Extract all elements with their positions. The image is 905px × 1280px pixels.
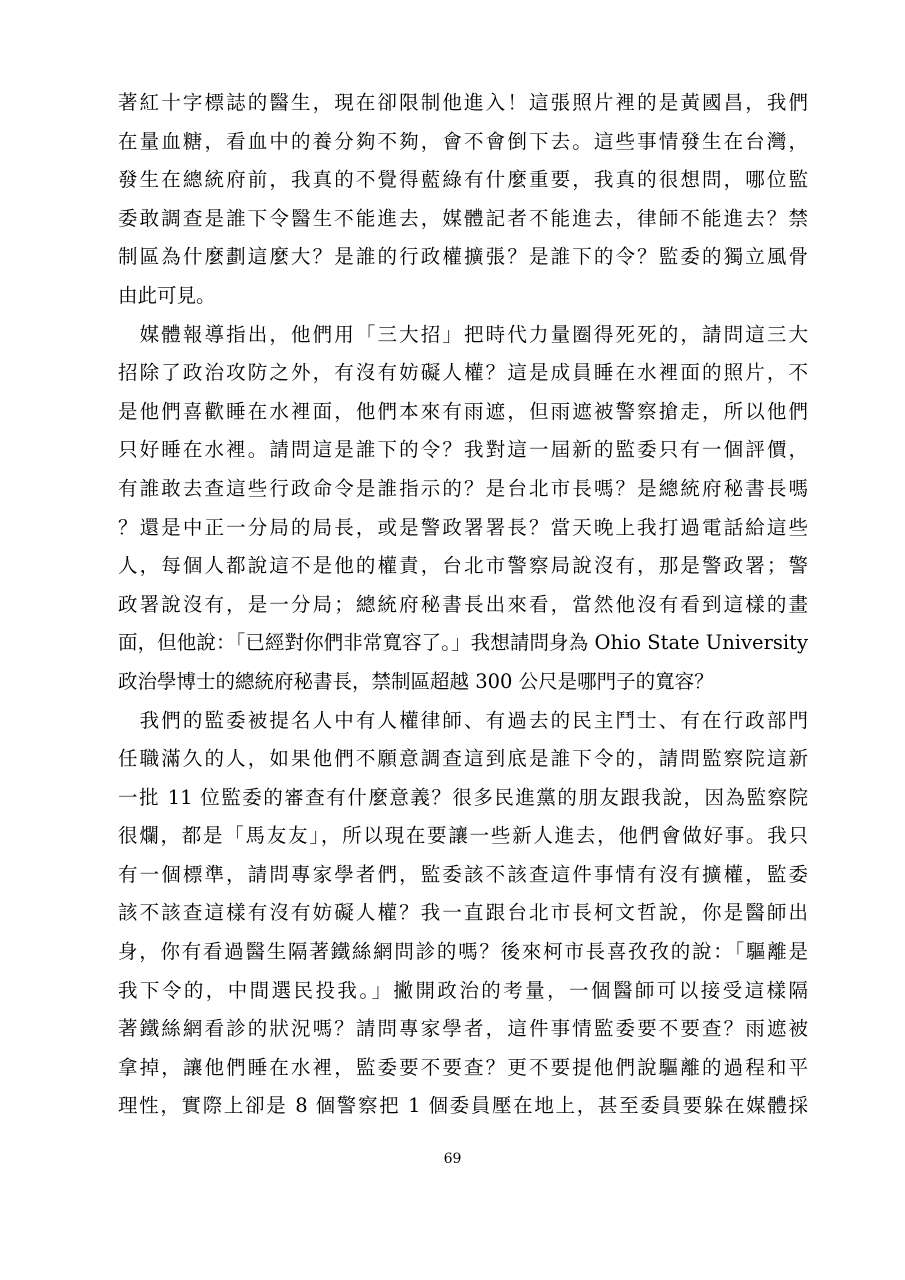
text-line: 人，每個人都說這不是他的權責，台北市警察局說沒有，那是警政署；警	[118, 554, 808, 578]
text-line: 有一個標準，請問專家學者們，監委該不該查這件事情有沒有擴權，監委	[118, 862, 808, 886]
text-line: 是他們喜歡睡在水裡面，他們本來有雨遮，但雨遮被警察搶走，所以他們	[118, 399, 808, 423]
text-line: 只好睡在水裡。請問這是誰下的令？我對這一屆新的監委只有一個評價，	[118, 438, 808, 462]
text-line: 該不該查這樣有沒有妨礙人權？我一直跟台北市長柯文哲說，你是醫師出	[118, 901, 808, 925]
text-line: 委敢調查是誰下令醫生不能進去，媒體記者不能進去，律師不能進去？禁	[118, 206, 808, 230]
text-line: 身，你有看過醫生隔著鐵絲網問診的嗎？後來柯市長喜孜孜的說：「驅離是	[118, 940, 808, 964]
text-line: 由此可見。	[118, 283, 216, 307]
text-line: 有誰敢去查這些行政命令是誰指示的？是台北市長嗎？是總統府秘書長嗎	[118, 476, 808, 500]
text-line: 面，但他說：「已經對你們非常寬容了。」我想請問身為 Ohio State University	[118, 631, 808, 655]
text-line: 著鐵絲網看診的狀況嗎？請問專家學者，這件事情監委要不要查？雨遮被	[118, 1017, 808, 1041]
text-line: 制區為什麼劃這麼大？是誰的行政權擴張？是誰下的令？監委的獨立風骨	[118, 245, 808, 269]
text-line: 招除了政治攻防之外，有沒有妨礙人權？這是成員睡在水裡面的照片，不	[118, 361, 808, 385]
page-number: 69	[443, 1151, 462, 1167]
text-line: 很爛，都是「馬友友」，所以現在要讓一些新人進去，他們會做好事。我只	[118, 824, 808, 848]
text-line: 政署說沒有，是一分局；總統府秘書長出來看，當然他沒有看到這樣的畫	[118, 592, 808, 616]
text-line: 著紅十字標誌的醫生，現在卻限制他進入！這張照片裡的是黃國昌，我們	[118, 91, 808, 114]
text-line: ？還是中正一分局的局長，或是警政署署長？當天晚上我打過電話給這些	[118, 515, 808, 539]
body-text	[118, 84, 808, 1126]
text-line: 一批 11 位監委的審查有什麼意義？很多民進黨的朋友跟我說，因為監察院	[118, 785, 808, 809]
text-line: 發生在總統府前，我真的不覺得藍綠有什麼重要，我真的很想問，哪位監	[118, 168, 808, 192]
text-line: 理性，實際上卻是 8 個警察把 1 個委員壓在地上，甚至委員要躲在媒體採	[118, 1094, 808, 1118]
text-line: 在量血糖，看血中的養分夠不夠，會不會倒下去。這些事情發生在台灣，	[118, 129, 808, 153]
text-line: 政治學博士的總統府秘書長，禁制區超越 300 公尺是哪門子的寬容？	[118, 669, 714, 693]
text-line: 我下令的，中間選民投我。」撇開政治的考量，一個醫師可以接受這樣隔	[118, 978, 808, 1002]
text-line: 媒體報導指出，他們用「三大招」把時代力量圈得死死的，請問這三大	[118, 322, 808, 346]
text-line: 我們的監委被提名人中有人權律師、有過去的民主鬥士、有在行政部門	[118, 708, 808, 732]
text-line: 任職滿久的人，如果他們不願意調查這到底是誰下令的，請問監察院這新	[118, 747, 808, 771]
text-line: 拿掉，讓他們睡在水裡，監委要不要查？更不要提他們說驅離的過程和平	[118, 1055, 808, 1079]
